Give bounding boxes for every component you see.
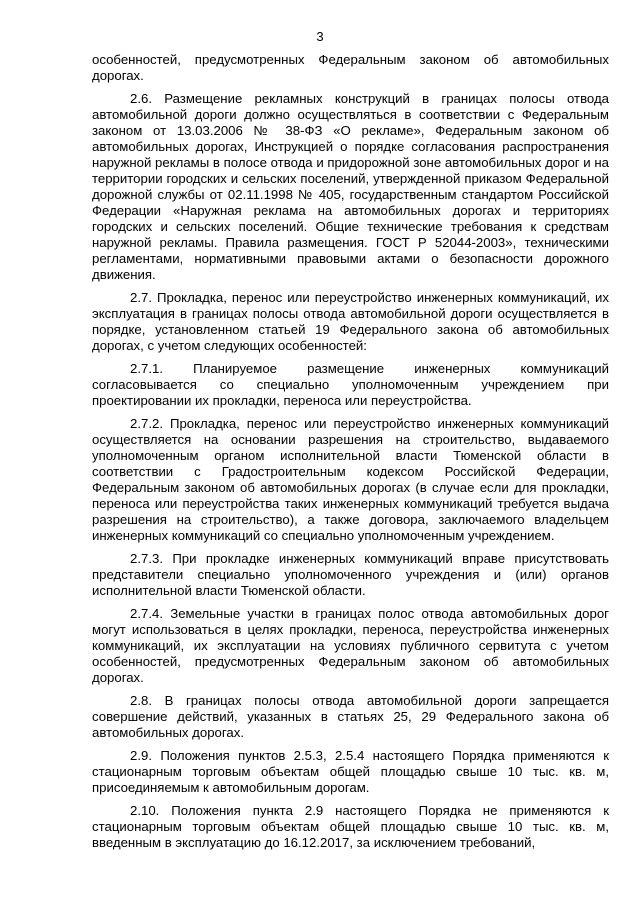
- paragraph-2-7-3: 2.7.3. При прокладке инженерных коммуникаций вправе присутствовать представители специально уполномоченного учреждения и (или) органов исполнительной власти Тюменской области.: [92, 551, 609, 598]
- paragraph-2-7-4: 2.7.4. Земельные участки в границах полос отвода автомобильных дорог могут использоваться в целях прокладки, переноса, переустройства инженерных коммуникаций, их эксплуатации на условиях публичного сервитута с учетом особенностей, предусмотренных Федеральным законом об автомобильных дорогах.: [92, 606, 609, 685]
- paragraph-2-7-1: 2.7.1. Планируемое размещение инженерных коммуникаций согласовывается со специально уполномоченным учреждением при проектировании их прокладки, переноса или переустройства.: [92, 361, 609, 408]
- document-body: [92, 52, 609, 858]
- paragraph-2-8: 2.8. В границах полосы отвода автомобильной дороги запрещается совершение действий, указанных в статьях 25, 29 Федерального закона об автомобильных дорогах.: [92, 693, 609, 740]
- paragraph-2-7-2: 2.7.2. Прокладка, перенос или переустройство инженерных коммуникаций осуществляется на основании разрешения на строительство, выдаваемого уполномоченным органом исполнительной власти Тюменской области в соответствии с Градостроительным кодексом Российской Федерации, Федеральным законом об автомобильных дорогах (в случае если для прокладки, переноса или переустройства таких инженерных коммуникаций требуется выдача разрешения на строительство), а также договора, заключаемого владельцем инженерных коммуникаций со специально уполномоченным учреждением.: [92, 416, 609, 543]
- paragraph-2-7: 2.7. Прокладка, перенос или переустройство инженерных коммуникаций, их эксплуатация в границах полосы отвода автомобильной дороги осуществляется в порядке, установленном статьей 19 Федерального закона об автомобильных дорогах, с учетом следующих особенностей:: [92, 290, 609, 353]
- paragraph-2-10: 2.10. Положения пункта 2.9 настоящего Порядка не применяются к стационарным торговым объектам общей площадью свыше 10 тыс. кв. м, введенным в эксплуатацию до 16.12.2017, за исключением требований,: [92, 803, 609, 850]
- paragraph-2-6: 2.6. Размещение рекламных конструкций в границах полосы отвода автомобильной дороги должно осуществляться в соответствии с Федеральным законом от 13.03.2006 № 38-ФЗ «О рекламе», Федеральным законом об автомобильных дорогах, Инструкцией о порядке согласования распространения наружной рекламы в полосе отвода и придорожной зоне автомобильных дорог и на территории городских и сельских поселений, утвержденной приказом Федеральной дорожной службы от 02.11.1998 № 405, государственным стандартом Российской Федерации «Наружная реклама на автомобильных дорогах и территориях городских и сельских поселений. Общие технические требования к средствам наружной рекламы. Правила размещения. ГОСТ Р 52044-2003», техническими регламентами, нормативными правовыми актами о безопасности дорожного движения.: [92, 91, 609, 282]
- paragraph-continuation: особенностей, предусмотренных Федеральным законом об автомобильных дорогах.: [92, 52, 609, 83]
- paragraph-2-9: 2.9. Положения пунктов 2.5.3, 2.5.4 настоящего Порядка применяются к стационарным торговым объектам общей площадью свыше 10 тыс. кв. м, присоединяемым к автомобильным дорогам.: [92, 748, 609, 795]
- page-number: 3: [316, 29, 324, 44]
